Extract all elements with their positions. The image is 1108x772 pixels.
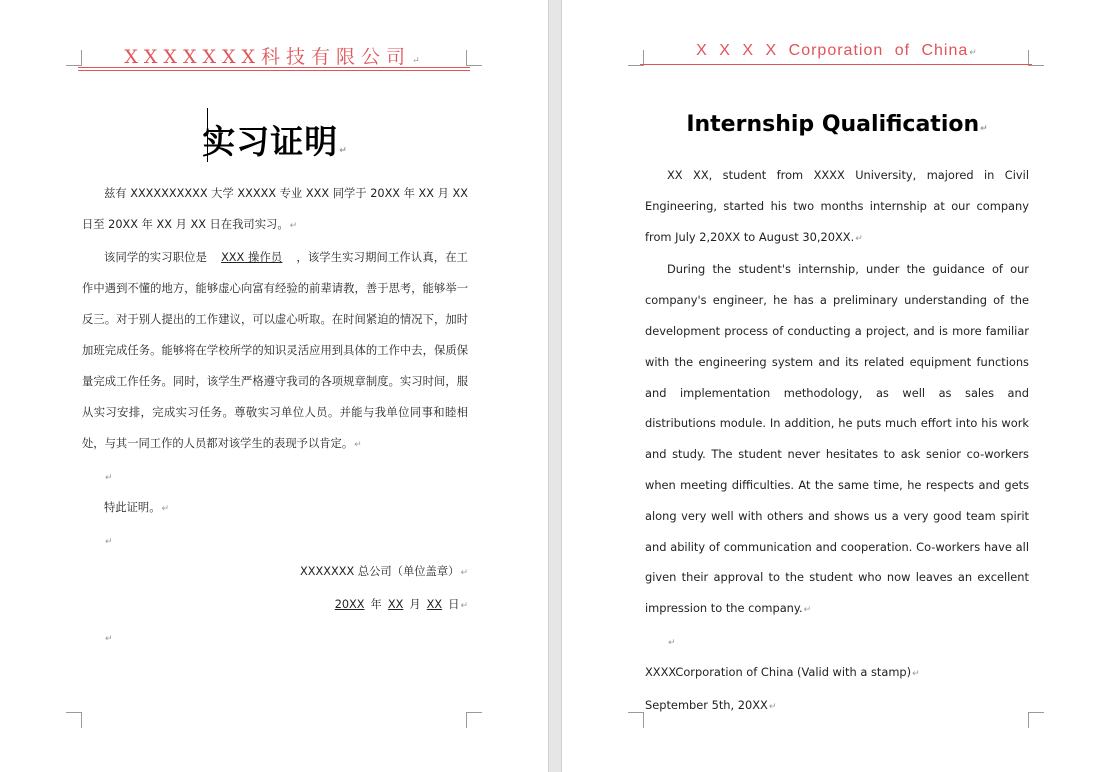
page-header[interactable] xyxy=(80,42,470,69)
closing-text: 特此证明。 xyxy=(104,501,161,514)
paragraph-mark: ↵ xyxy=(412,56,426,66)
date-day: XX xyxy=(426,598,443,611)
paragraph-mark: ↵ xyxy=(912,668,920,679)
header-rule-top xyxy=(78,67,470,68)
document-body[interactable] xyxy=(645,160,1029,723)
title-text: Internship Qualification xyxy=(686,112,980,137)
date-year: 20XX xyxy=(334,598,365,611)
paragraph-mark: ↵ xyxy=(339,146,348,156)
paragraph-mark: ↵ xyxy=(105,473,113,483)
date-line xyxy=(645,690,1029,723)
paragraph-mark: ↵ xyxy=(289,221,298,231)
paragraph-mark: ↵ xyxy=(855,233,863,244)
paragraph-mark: ↵ xyxy=(460,568,468,578)
date-month: XX xyxy=(387,598,404,611)
paragraph-mark: ↵ xyxy=(668,637,676,648)
paragraph-mark: ↵ xyxy=(460,601,468,611)
page-gutter xyxy=(548,0,562,772)
paragraph-text: During the student's internship, under the guidance of our company's engineer, he has a preliminary understanding of the development process of conducting a project, and is more familiar with the engineering system and its related equipment functions and implementation methodology, as well as sales and distributions module. In addition, he puts much effort into his work and study. The student never hesitates to ask senior co-workers when meeting difficulties. At the same time, he respects and gets along very well with others and shows us a very good team spirit and ability of communication and cooperation. Co-workers have all given their approval to the student who now leaves an excellent impression to the company. xyxy=(645,262,1029,616)
paragraph-mark: ↵ xyxy=(105,634,113,644)
header-text: X X X X Corporation of China xyxy=(696,42,969,59)
document-page-left[interactable] xyxy=(0,0,548,772)
crop-mark-bottom-left xyxy=(66,712,82,728)
date-day-unit: 日 xyxy=(448,598,460,611)
paragraph-mark: ↵ xyxy=(354,440,362,450)
paragraph-2 xyxy=(82,242,468,461)
crop-mark-bottom-right xyxy=(466,712,482,728)
date-year-unit: 年 xyxy=(370,598,382,611)
paragraph-2 xyxy=(645,254,1029,626)
paragraph-text: ，该学生实习期间工作认真，在工作中遇到不懂的地方，能够虚心向富有经验的前辈请教，善于思考，能够举一反三。对于别人提出的工作建议，可以虚心听取。在时间紧迫的情况下，加时加班完成任务。能够将在学校所学的知识灵活应用到具体的工作中去，保质保量完成工作任务。同时，该学生严格遵守我司的各项规章制度。实习时间，服从实习安排，完成实习任务。尊敬实习单位人员。并能与我单位同事和睦相处，与其一同工作的人员都对该学生的表现予以肯定。 xyxy=(82,251,468,450)
signature-line xyxy=(82,556,468,589)
paragraph-1 xyxy=(645,160,1029,254)
date-month-unit: 月 xyxy=(409,598,421,611)
header-rule-bottom xyxy=(78,70,470,71)
paragraph-mark: ↵ xyxy=(768,701,777,712)
paragraph-mark: ↵ xyxy=(803,605,812,616)
paragraph-mark: ↵ xyxy=(969,47,978,57)
paragraph-text: 兹有 XXXXXXXXXX 大学 XXXXX 专业 XXX 同学于 20XX 年 XX 月 XX 日至 20XX 年 XX 月 XX 日在我司实习。 xyxy=(82,187,468,231)
paragraph-text: 该同学的实习职位是 xyxy=(104,251,208,264)
title-text: 实习证明 xyxy=(202,122,339,161)
empty-paragraph xyxy=(82,622,468,653)
signature-text: XXXXCorporation of China (Valid with a stamp) xyxy=(645,664,912,679)
signature-text: XXXXXXX 总公司（单位盖章） xyxy=(300,565,460,578)
empty-paragraph xyxy=(645,626,1029,657)
position-field: XXX 操作员 xyxy=(221,251,283,264)
date-text: September 5th, 20XX xyxy=(645,697,768,712)
date-line xyxy=(82,589,468,622)
empty-paragraph xyxy=(82,525,468,556)
paragraph-mark: ↵ xyxy=(161,504,170,514)
paragraph-mark: ↵ xyxy=(980,124,988,134)
signature-line xyxy=(645,657,1029,690)
paragraph-text: XX XX, student from XXXX University, majored in Civil Engineering, started his two months internship at our company from July 2,20XX to August 30,20XX. xyxy=(645,168,1029,244)
document-title[interactable] xyxy=(642,112,1032,137)
empty-paragraph xyxy=(82,461,468,492)
paragraph-mark: ↵ xyxy=(105,537,113,547)
document-page-right[interactable] xyxy=(562,0,1108,772)
closing-line xyxy=(82,492,468,525)
paragraph-1 xyxy=(82,178,468,242)
document-body[interactable] xyxy=(82,178,468,653)
page-header[interactable] xyxy=(642,42,1032,60)
document-title[interactable] xyxy=(80,116,470,163)
crop-mark-bottom-right xyxy=(1028,712,1044,728)
crop-mark-bottom-left xyxy=(628,712,644,728)
header-rule xyxy=(640,64,1032,65)
header-text: XXXXXXX科技有限公司 xyxy=(124,46,412,68)
